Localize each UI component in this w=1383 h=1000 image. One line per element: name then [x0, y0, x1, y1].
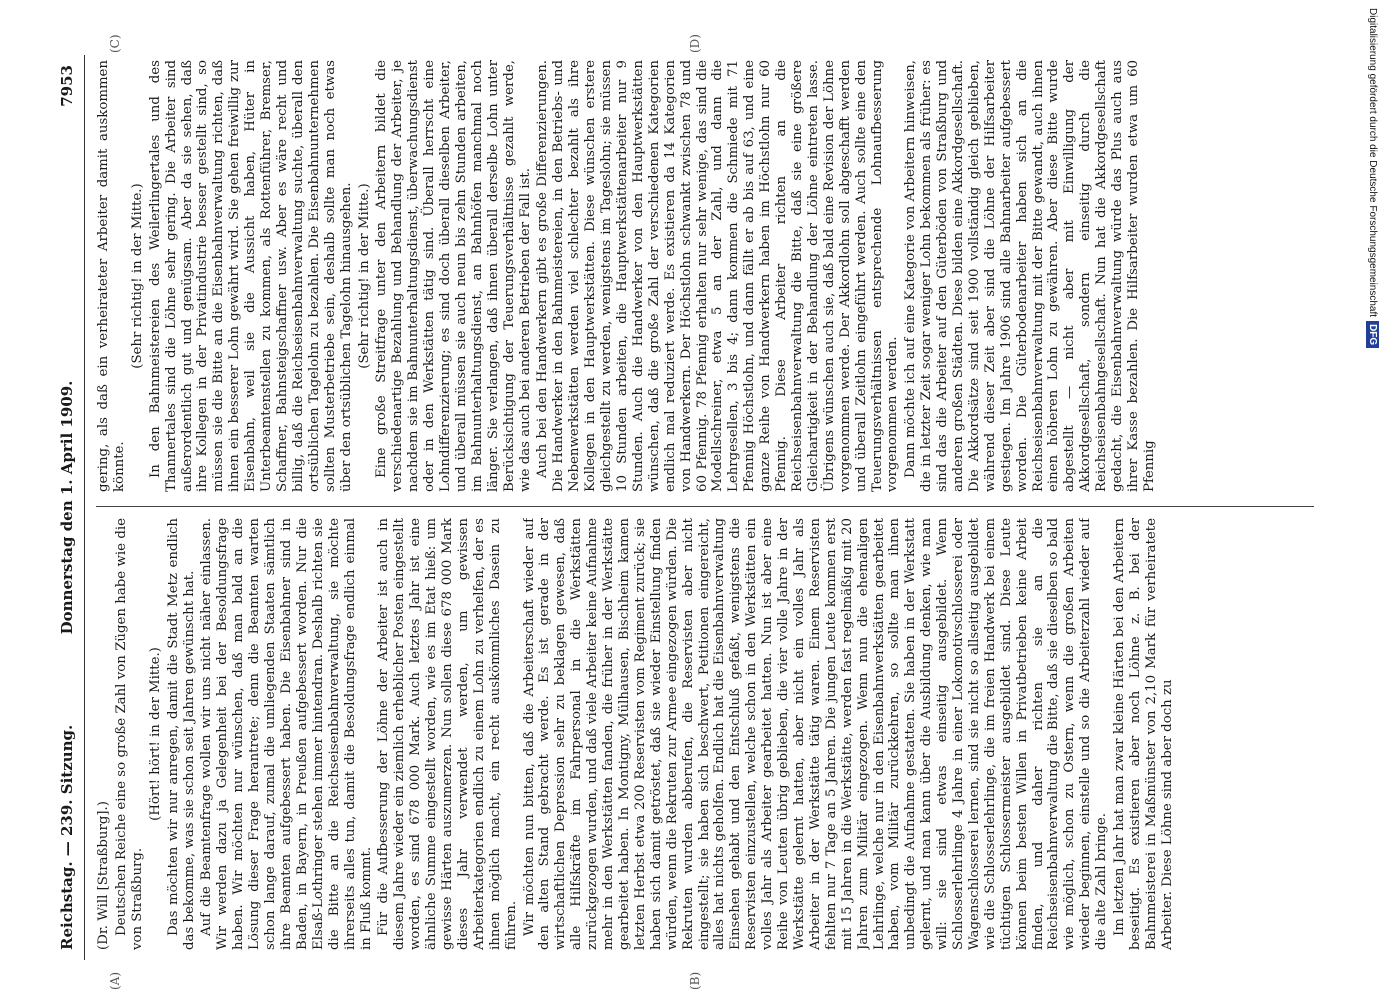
- interjection: (Hört! hört! in der Mitte.): [147, 647, 163, 821]
- page-number: 7953: [58, 65, 76, 107]
- paragraph: In den Bahnmeistereien des Weilerlingertales und des Thannertales sind die Löhne sehr gering. Die Arbeiter sind außerordentlich gut und genügsam. Aber da sie sehen, daß ihre Kollegen in der Privatindustrie besser gestellt sind, so müssen sie die Bitte an die Eisenbahnverwaltung richten, daß ihnen ein besserer Lohn gewährt wird. Sie gehen freiwillig zur Eisenbahn, weil sie die Aussicht haben, Hüter in Unterbeamtenstellen zu kommen, als Rottenführer, Bremser, Schaffner, Bahnsteigschaffner usw. Aber es wäre recht und billig, daß die Reichseisenbahnverwaltung suchte, überall den ortsüblichen Tagelohn zu bezahlen. Die Eisenbahnunternehmen sollten Musterbetriebe sein, deshalb sollte man noch etwas über den ortsüblichen Tagelohn hinausgehen.: [147, 60, 354, 492]
- margin-mark-d: (D): [688, 34, 702, 53]
- digitization-credit: [1359, 8, 1381, 988]
- paragraph: Eine große Streitfrage unter den Arbeitern bildet die verschiedenartige Bezahlung und Behandlung der Arbeiter, je nachdem sie im Bahnunterhaltungsdienst, überwachungsdienst oder in den Werkstätten tätig sind. Überall herrscht eine Lohndifferenzierung; es sind doch überall dieselben Arbeiter, und überall müssen sie auch neun bis zehn Stunden arbeiten, im Bahnunterhaltungsdienst, an Bahnhöfen manchmal noch länger. Sie verlangen, daß ihnen überall derselbe Lohn unter Berücksichtigung der Teuerungsverhältnisse gezahlt werde, wie das auch bei anderen Betrieben der Fall ist.: [374, 60, 533, 492]
- header-date: Donnerstag den 1. April 1909.: [58, 380, 76, 635]
- right-text-column: [96, 60, 1314, 492]
- paragraph: Für die Aufbesserung der Löhne der Arbeiter ist auch in diesem Jahre wieder ein ziemlich erheblicher Posten eingestellt worden, es sind 678 000 Mark. Auch letztes Jahr ist eine ähnliche Summe eingestellt worden, wie es im Etat hieß: um gewisse Härten auszumerzen. Nun sollen diese 678 000 Mark dieses Jahr verwendet werden, um gewissen Arbeiterkategorien endlich zu einem Lohn zu verhelfen, der es ihnen möglich macht, ein recht auskömmliches Dasein zu führen.: [376, 518, 519, 950]
- interjection: (Sehr richtig! in der Mitte.): [356, 183, 372, 369]
- left-text-column: [96, 518, 1314, 950]
- header-session: Reichstag. — 239. Sitzung.: [58, 724, 76, 950]
- speaker-line: gering, als daß ein verheirateter Arbeiter damit auskommen könnte.: [96, 60, 127, 492]
- column-divider: [96, 506, 1314, 507]
- credit-text: Digitalisierung gefördert durch die Deutsche Forschungsgemeinschaft: [1367, 8, 1379, 318]
- page-header: [48, 55, 85, 960]
- dfg-logo: DFG: [1367, 321, 1380, 348]
- paragraph: Auf die Beamtenfrage wollen wir uns nicht näher einlassen. Wir werden dazu ja Gelegenheit bei der Besoldungsfrage haben. Wir möchten nur wünschen, daß man bald an die Lösung dieser Frage herantrete; denn die Beamten warten schon lange darauf, zumal die umliegenden Staaten sämtlich ihre Beamten aufgebessert haben. Die Eisenbahner sind in Baden, in Bayern, in Preußen aufgebessert worden. Nur die Elsaß-Lothringer stehen immer hintendran. Deshalb richten sie die Bitte an die Reichseisenbahnverwaltung, sie möchte ihrerseits alles tun, damit die Besoldungsfrage endlich einmal in Fluß kommt.: [199, 518, 374, 950]
- margin-mark-b: (B): [688, 971, 702, 990]
- speaker-line: (Dr. Will [Straßburg].): [96, 801, 111, 950]
- paragraph: Dann möchte ich auf eine Kategorie von Arbeitern hinweisen, die in letzter Zeit sogar weniger Lohn bekommen als früher: es sind das die Arbeiter auf den Güterböden von Straßburg und anderen großen Städten. Diese bilden eine Akkordgesellschaft. Die Akkordsätze sind seit 1900 vollständig gleich geblieben, während dieser Zeit aber sind die Löhne der Hilfsarbeiter gestiegen. Im Jahre 1906 sind alle Bahnarbeiter aufgebessert worden. Die Güterbodenarbeiter haben sich an die Reichseisenbahnverwaltung mit der Bitte gewandt, auch ihnen einen höheren Lohn zu gewähren. Aber diese Bitte wurde abgestellt — nicht aber mit Einwilligung der Akkordgesellschaft, sondern einseitig durch die Reichseisenbahngesellschaft. Nun hat die Akkordgesellschaft gedacht, die Eisenbahnverwaltung würde das Plus auch aus ihrer Kasse bezahlen. Die Hilfsarbeiter wurden etwa um 60 Pfennig: [903, 60, 1157, 492]
- paragraph: Wir möchten nun bitten, daß die Arbeiterschaft wieder auf den alten Stand gebracht werde. Es ist gerade in der wirtschaftlichen Depression sehr zu beklagen gewesen, daß alle Hilfskräfte im Fahrpersonal in die Werkstätten zurückgezogen wurden, und daß viele Arbeiter keine Aufnahme mehr in den Werkstätten fanden, die früher in der Werkstätte gearbeitet haben. In Montigny, Mülhausen, Bischheim kamen letzten Herbst etwa 200 Reservisten vom Regiment zurück; sie haben sich damit getröstet, daß sie wieder Einstellung finden würden, wenn die Rekruten zur Armee eingezogen würden. Die Rekruten wurden abberufen, die Reservisten aber nicht eingestellt; sie haben sich beschwert, Petitionen eingereicht, alles hat nichts geholfen. Endlich hat die Eisenbahnverwaltung Einsehen gehabt und den Entschluß gefaßt, wenigstens die Reservisten einzustellen, welche schon in den Werkstätten ein volles Jahr als Arbeiter gearbeitet hatten. Nun ist aber eine Reihe von Leuten übrig geblieben, die vier volle Jahre in der Werkstätte gelernt hatten, aber nicht ein volles Jahr als Arbeiter in der Werkstätte tätig waren. Einem Reservisten fehlten nur 7 Tage an 5 Jahren. Die jungen Leute kommen erst mit 15 Jahren in die Werkstätte, werden fast regelmäßig mit 20 Jahren zum Militär eingezogen. Wenn nun die ehemaligen Lehrlinge, welche nur in den Eisenbahnwerkstätten gearbeitet haben, vom Militär zurückkehren, so sollte man ihnen unbedingt die Aufnahme gestatten. Sie haben in der Werkstatt gelernt, und man kann über die Ausbildung denken, wie man will: sie sind etwas einseitig ausgebildet. Wenn Schlosserlehrlinge 4 Jahre in einer Lokomotivschlosserei oder Wagenschlosserei lernen, sind sie nicht so allseitig ausgebildet wie die Schlosserlehrlinge, die im freien Handwerk bei einem tüchtigen Schlossermeister ausgebildet sind. Diese Leute können beim besten Willen in Privatbetrieben keine Arbeit finden, und daher richten sie an die Reichseisenbahnverwaltung die Bitte, daß sie dieselben so bald wie möglich, schon zu Ostern, wenn die großen Arbeiten wieder beginnen, einstelle und so die Arbeiterzahl wieder auf die alte Zahl bringe.: [521, 518, 1110, 950]
- paragraph: Das möchten wir nur anregen, damit die Stadt Metz endlich das bekomme, was sie schon seit Jahren gewünscht hat.: [165, 518, 197, 950]
- interjection: (Sehr richtig! in der Mitte.): [129, 183, 145, 369]
- document-page: [48, 34, 1323, 990]
- paragraph: Im letzten Jahr hat man zwar kleine Härten bei den Arbeitern beseitigt. Es existieren aber noch Löhne z. B. bei der Bahnmeisterei in Maßmünster von 2,10 Mark für verheiratete Arbeiter. Diese Löhne sind aber doch zu: [1112, 518, 1175, 950]
- paragraph: Deutschen Reiche eine so große Zahl von Zügen habe wie die von Straßburg.: [113, 518, 145, 950]
- paragraph: Auch bei den Handwerkern gibt es große Differenzierungen. Die Handwerker in den Bahnmeistereien, in den Betriebs- und Nebenwerkstätten werden viel schlechter bezahlt als ihre Kollegen in den Hauptwerkstätten. Diese wünschen erstere gleichgestellt zu werden, wenigstens im Tageslohn; sie müssen 10 Stunden arbeiten, die Hauptwerkstättenarbeiter nur 9 Stunden. Auch die Handwerker von den Hauptwerkstätten wünschen, daß die große Zahl der verschiedenen Kategorien endlich mal reduziert werde. Es existieren da 14 Kategorien von Handwerkern. Der Höchstlohn schwankt zwischen 78 und 60 Pfennig. 78 Pfennig erhalten nur sehr wenige, das sind die Modellschreiner, etwa 5 an der Zahl, und dann die Lehrgesellen, 3 bis 4; dann kommen die Schmiede mit 71 Pfennig Höchstlohn, und dann fällt er ab bis auf 63, und eine ganze Reihe von Handwerkern haben im Höchstlohn nur 60 Pfennig. Diese Arbeiter richten an die Reichseisenbahnverwaltung die Bitte, daß sie eine größere Gleichartigkeit in der Behandlung der Löhne eintreten lasse. Übrigens wünschen auch sie, daß bald eine Revision der Löhne vorgenommen werde. Der Akkordlohn soll abgeschafft werden und überall Zeitlohn eingeführt werden. Auch sollte eine den Teuerungsverhältnissen entsprechende Lohnaufbesserung vorgenommen werden.: [535, 60, 901, 492]
- margin-mark-c: (C): [108, 34, 122, 53]
- margin-mark-a: (A): [108, 971, 122, 990]
